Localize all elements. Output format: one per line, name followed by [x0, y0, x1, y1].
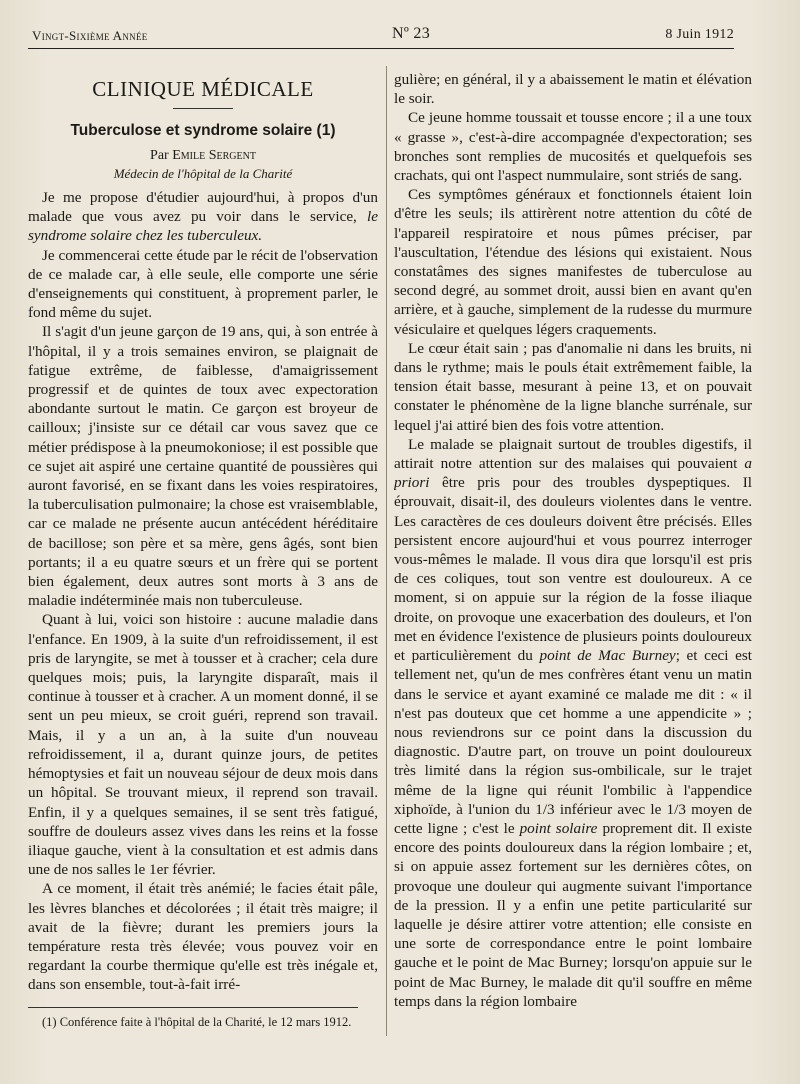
header-issue-number: Nº 23: [392, 25, 431, 42]
paragraph: gulière; en général, il y a abaissement le matin et élévation le soir.: [394, 71, 752, 108]
footnote-rule: [28, 1007, 358, 1008]
paragraph: Il s'agit d'un jeune garçon de 19 ans, qui, à son entrée à l'hôpital, il y a trois semaines environ, se plaignait de fatigue extrême, de faiblesse, d'amaigrissement progressif et de quintes de toux avec expectoration abondante surtout le matin. Ce garçon est broyeur de cailloux; j'insiste sur ce détail car vous savez que ce métier prédispose à la pneumokoniose; il est possible que ce sujet ait aspiré une certaine quantité de poussières qui auront favorisé, en se fixant dans les voies respiratoires, la tuberculisation pulmonaire; la chose est vraisemblable, car ce malade ne présente aucun antécédent héréditaire de bacillose; son père et sa mère, gens âgés, sont bien portants; il a eu quatre sœurs et un frère qui se portent bien également, deux autres sont morts à 3 ans de maladie indéterminée mais non tuberculeuse.: [28, 323, 378, 610]
paragraph-text: Je me propose d'étudier aujourd'hui, à propos d'un malade que vous avez pu voir dans le service,: [28, 189, 378, 226]
author-prefix: Par: [150, 148, 173, 163]
paragraph-italic: le syndrome solaire chez les tuberculeux.: [28, 208, 378, 245]
paragraph: Quant à lui, voici son histoire : aucune maladie dans l'enfance. En 1909, à la suite d'un refroidissement, il est pris de laryngite, se met à tousser et à cracher; cela dure quelques mois; puis, la laryngite disparaît, mais il continue à tousser et à cracher. A un moment donné, il se sent un peu mieux, se croit guéri, reprend son travail. Mais, il y a un an, à la suite d'un nouveau refroidissement, il a, durant quinze jours, de petites hémoptysies et fait un nouveau séjour de deux mois dans un hôpital. Se trouvant mieux, il reprend son travail. Enfin, il y a quelques semaines, il se sent très fatigué, souffre de douleurs assez vives dans les reins et la fosse iliaque gauche, vient à la consultation et est admis dans une de nos salles le 1er février.: [28, 611, 378, 879]
header-date: 8 Juin 1912: [665, 27, 734, 42]
paragraph: Ces symptômes généraux et fonctionnels étaient loin d'être les seuls; ils attirèrent notre attention du côté de l'appareil respiratoire et nous pûmes préciser, par l'auscultation, l'étendue des lésions qui existaient. Nous constatâmes des signes manifestes de tuberculose au second degré, au sommet droit, aussi bien en avant qu'en arrière, et à gauche, simplement de la rudesse du murmure vésiculaire et quelques légers craquements.: [394, 186, 752, 338]
header-year: Vingt-Sixième Année: [32, 28, 148, 43]
paragraph: [394, 435, 752, 1011]
paragraph-italic: point de Mac Burney: [539, 647, 676, 665]
author-affiliation: Médecin de l'hôpital de la Charité: [113, 166, 293, 181]
paragraph-text: proprement dit. Il existe encore des points douloureux dans la région lombaire ; et, si on appuie assez fortement sur les dernières côtes, on provoque une douleur qui augmente suivant l'importance de la pression. Il y a enfin une petite particularité sur laquelle je désire attirer votre attention; elle consiste en une sorte de correspondance entre le point lombaire gauche et le point de Mac Burney; lorsqu'on appuie sur le point de Mac Burney, le malade dit qu'il souffre en même temps dans la région lombaire: [394, 819, 752, 1010]
paragraph: Ce jeune homme toussait et tousse encore ; il a une toux « grasse », c'est-à-dire accompagnée d'expectoration; ses bronches sont remplies de mucosités et quelquefois ses crachats, qui ont l'aspect nummulaire, sont striés de sang.: [394, 109, 752, 185]
page-header: [32, 24, 734, 44]
section-title: CLINIQUE MÉDICALE: [92, 77, 314, 101]
left-column: [28, 70, 378, 1030]
paragraph: [28, 188, 378, 246]
author-name: Emile Sergent: [172, 148, 256, 163]
header-rule: [28, 48, 734, 49]
footnote: (1) Conférence faite à l'hôpital de la Charité, le 12 mars 1912.: [42, 1014, 352, 1029]
paragraph-text: être pris pour des troubles dyspeptiques. Il éprouvait, disait-il, des douleurs violentes dans le ventre. Les caractères de ces douleurs doivent être précisés. Elles persistent encore aujourd'hui et vous pourrez interroger vous-mêmes le malade. Il vous dira que lorsqu'il est pris de ces coliques, tout son ventre est douloureux. A ce moment, si on appuie sur la région de la fosse iliaque droite, on provoque une exacerbation des douleurs, et l'on met en évidence l'existence de plusieurs points douloureux et particulièrement du: [394, 474, 752, 665]
paragraph-text: Le malade se plaignait surtout de troubles digestifs, il attirait notre attention sur des malaises qui pouvaient: [394, 435, 752, 473]
paragraph-italic: point solaire: [519, 819, 598, 837]
article-title: Tuberculose et syndrome solaire (1): [70, 122, 336, 139]
paragraph: Je commencerai cette étude par le récit de l'observation de ce malade car, à elle seule, elle comporte une série d'enseignements qui constituent, à proprement parler, le fond même du sujet.: [28, 246, 378, 322]
paragraph: A ce moment, il était très anémié; le facies était pâle, les lèvres blanches et décolorées ; il était très maigre; il avait de la fièvre; durant les premiers jours la température resta très élevée; vous pouvez voir en regardant la courbe thermique qu'elle est très inégale et, dans son ensemble, tout-à-fait irré-: [28, 880, 378, 994]
article-author: [28, 147, 378, 165]
paragraph-text: ; et ceci est tellement net, qu'un de mes confrères étant venu un matin dans le service et ayant examiné ce malade me dit : « il n'est pas douteux que cet homme a une appendicite » ; nous reviendrons sur ce point dans la discussion du diagnostic. D'autre part, on trouve un point douloureux très limité dans la région sus-ombilicale, sur le trajet même de la ligne qui réunit l'ombilic à l'appendice xiphoïde, à l'union du 1/3 inférieur avec le 1/3 moyen de cette ligne ; c'est le: [394, 647, 752, 837]
right-column: [394, 70, 752, 1030]
title-rule: [173, 108, 233, 109]
paragraph: Le cœur était sain ; pas d'anomalie ni dans les bruits, ni dans le rythme; mais le pouls était extrêmement faible, la tension était basse, mesurant à peine 13, et on pouvait constater le phénomène de la ligne blanche surrénale, sur lequel j'ai attiré bien des fois votre attention.: [394, 339, 752, 434]
column-divider: [386, 66, 387, 1036]
paragraph-italic: a priori: [394, 455, 752, 492]
